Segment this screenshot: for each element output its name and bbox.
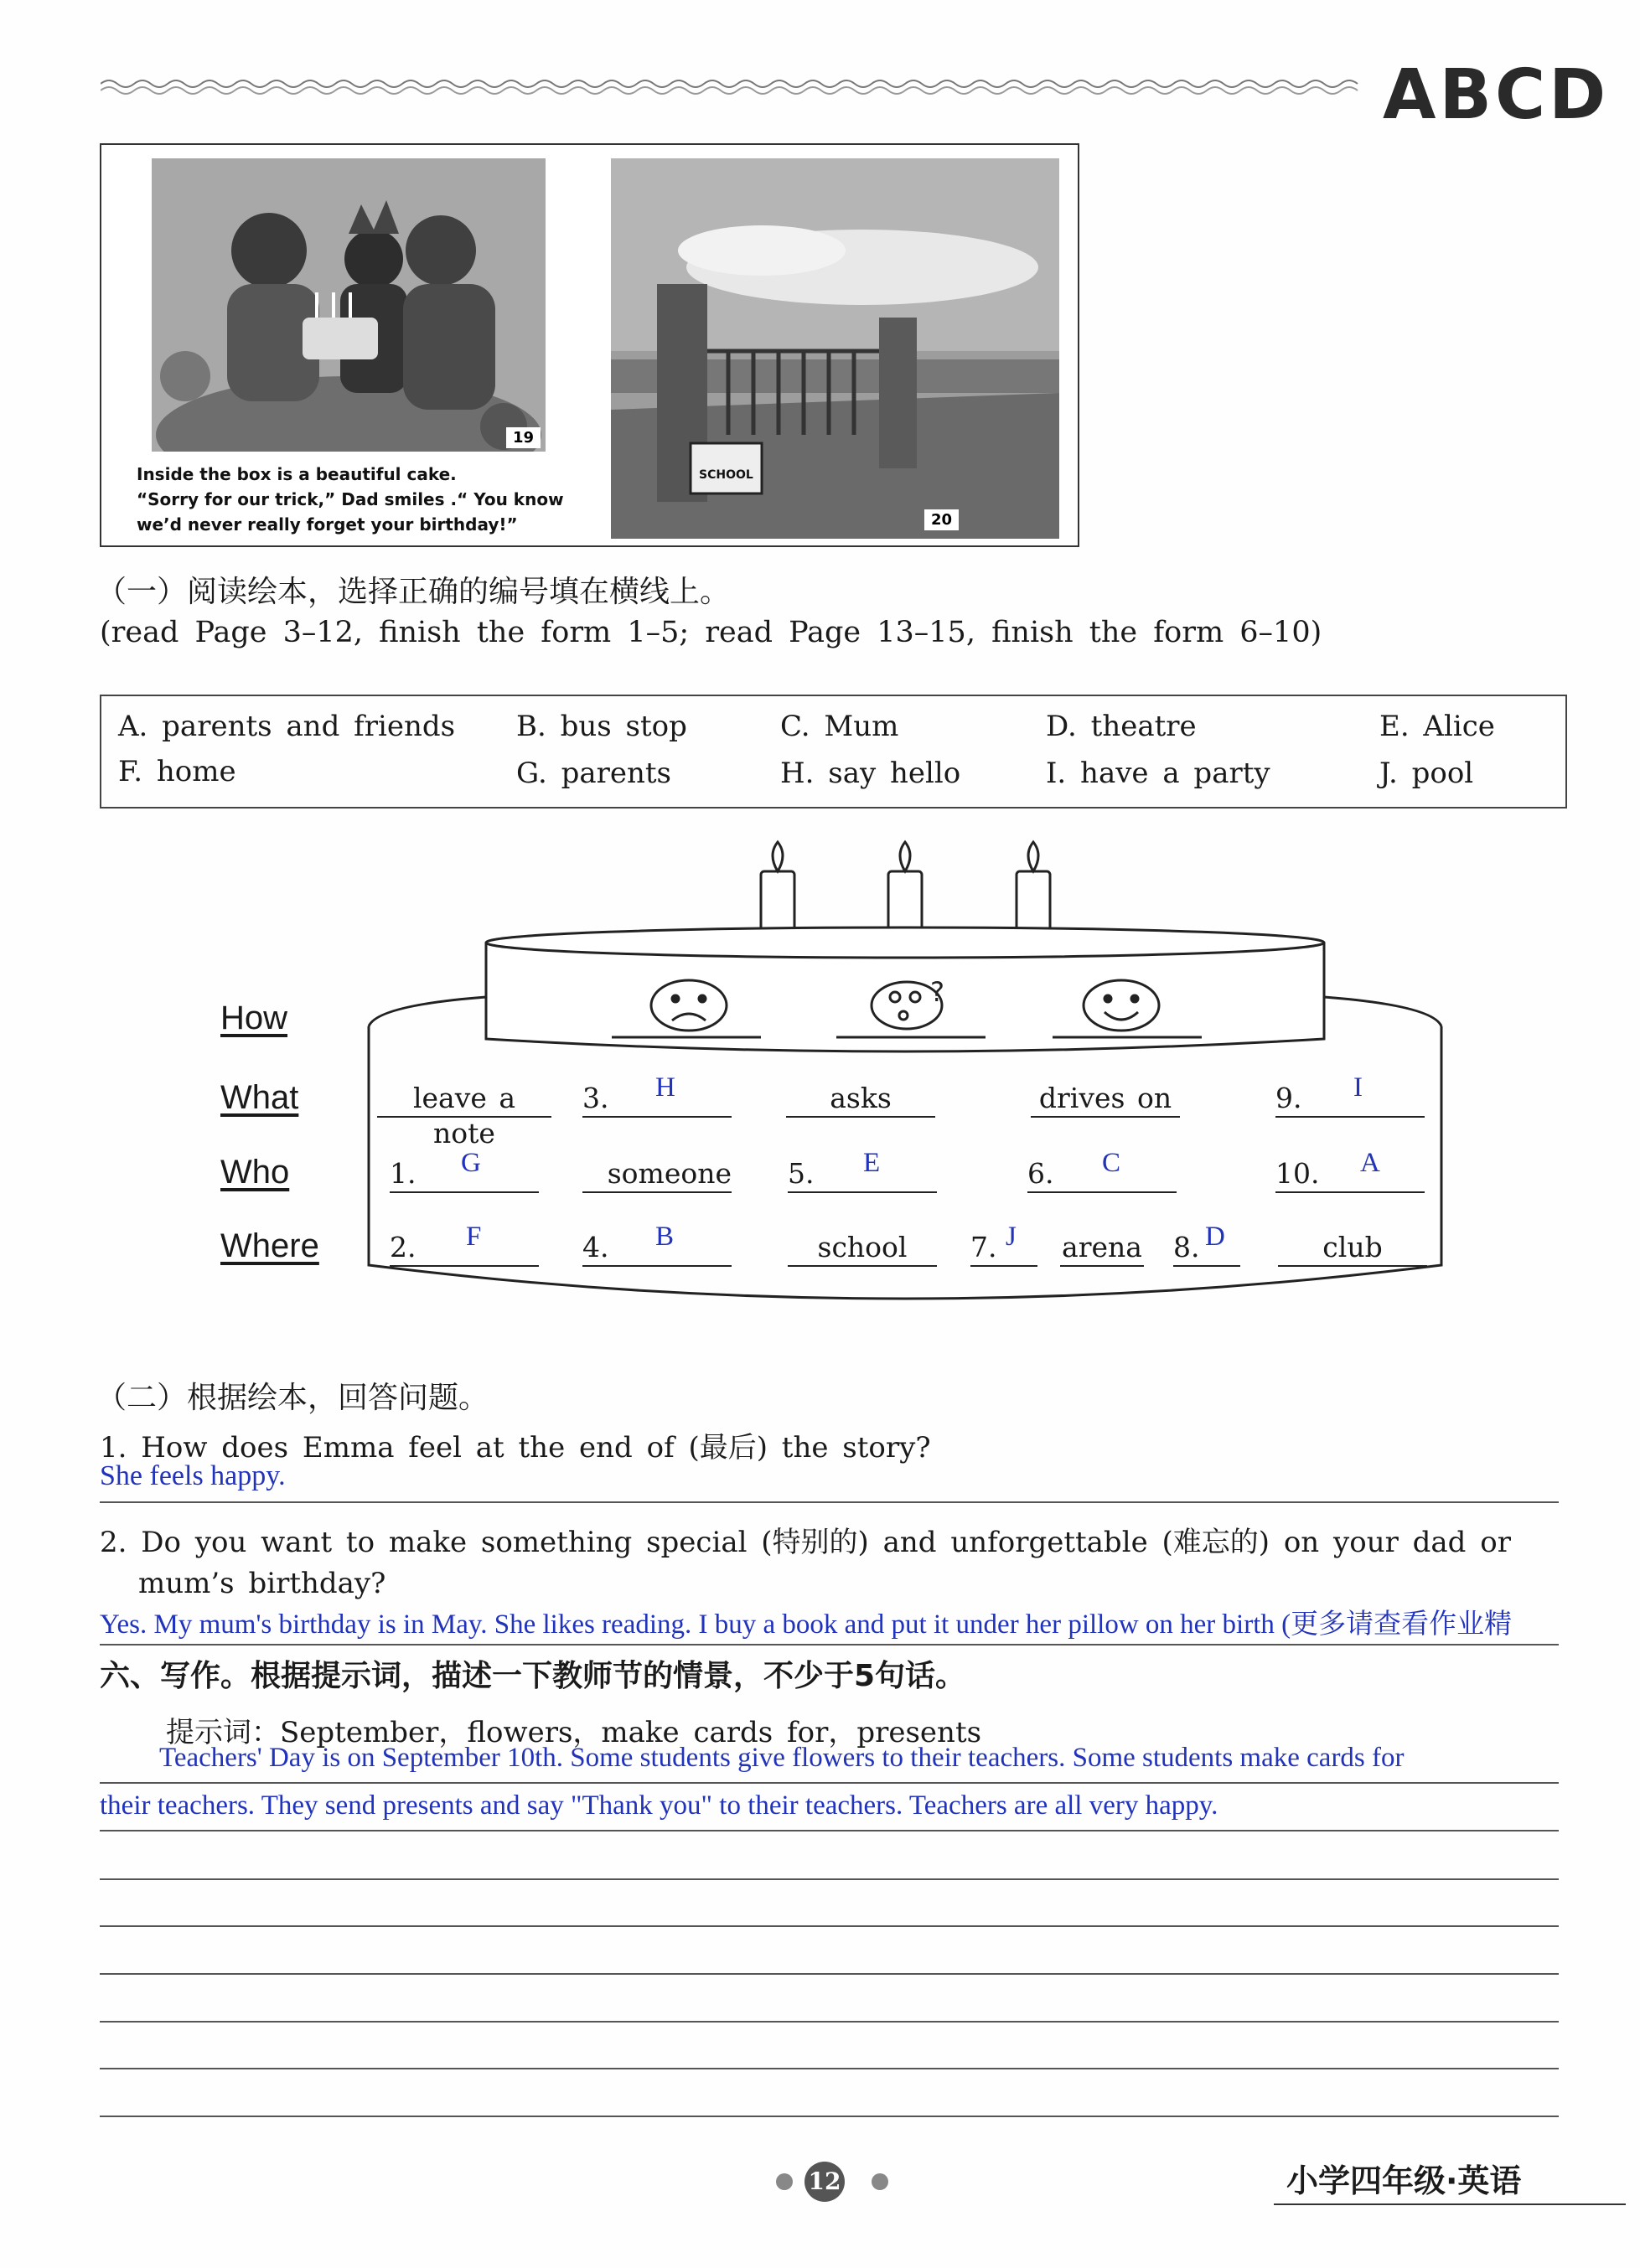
answer-7: J [1006, 1222, 1017, 1252]
where-cell-4[interactable] [970, 1230, 1037, 1267]
cell-text: arena [1062, 1231, 1142, 1263]
writing-line [100, 2116, 1559, 2117]
blank-number: 7. [970, 1231, 997, 1263]
blank-number: 1. [390, 1157, 416, 1190]
essay-line-1[interactable]: Teachers' Day is on September 10th. Some students give flowers to their teachers. Some students make cards for [159, 1743, 1405, 1773]
answer-1: G [461, 1148, 481, 1178]
who-cell-2 [582, 1156, 732, 1193]
page-number: 12 [804, 2162, 845, 2202]
cell-text: asks [830, 1082, 892, 1114]
row-label-who: Who [220, 1154, 290, 1191]
cell-text: leave a note [412, 1082, 516, 1149]
answer-10: A [1360, 1148, 1380, 1178]
row-label-how: How [220, 1000, 288, 1036]
footer-rule [1274, 2203, 1626, 2205]
blank-number: 2. [390, 1231, 416, 1263]
option-j: J. pool [1379, 757, 1474, 790]
answer-line [100, 1501, 1559, 1503]
option-i: I. have a party [1046, 757, 1270, 790]
option-c: C. Mum [780, 710, 899, 743]
answer-8: D [1205, 1222, 1225, 1252]
part1-title: （一）阅读绘本，选择正确的编号填在横线上。 [96, 575, 731, 609]
caption-line: “Sorry for our trick,” Dad smiles .“ You know [137, 489, 564, 509]
part2-title: （二）根据绘本，回答问题。 [96, 1381, 489, 1415]
blank-number: 10. [1275, 1157, 1320, 1190]
panel-20-illustration [611, 158, 1059, 539]
where-cell-5 [1060, 1230, 1144, 1267]
panel-19-caption [137, 462, 564, 537]
row-label-where: Where [220, 1227, 319, 1264]
footer-dot-left [776, 2173, 793, 2190]
writing-line [100, 2021, 1559, 2023]
options-box [100, 695, 1567, 809]
cell-text: drives on [1038, 1082, 1172, 1114]
where-cell-1[interactable] [390, 1230, 539, 1267]
writing-line [100, 2068, 1559, 2069]
answer-4: B [655, 1222, 675, 1252]
option-b: B. bus stop [516, 710, 687, 743]
part1-subtitle: (read Page 3–12, finish the form 1–5; read Page 13–15, finish the form 6–10) [100, 616, 1322, 649]
who-cell-3[interactable] [788, 1156, 937, 1193]
panel-19-number: 19 [506, 427, 541, 448]
option-g: G. parents [516, 757, 671, 790]
caption-line: we’d never really forget your birthday!” [137, 514, 518, 535]
answer-q2[interactable]: Yes. My mum's birthday is in May. She likes reading. I buy a book and put it under her pillow on her birth (更多请查看作业精 [100, 1609, 1513, 1640]
question-2-line1: 2. Do you want to make something special (特别的) and unforgettable (难忘的) on your dad or [100, 1526, 1511, 1559]
answer-5: E [863, 1148, 881, 1178]
writing-line [100, 1830, 1559, 1831]
school-sign: SCHOOL [699, 468, 753, 482]
part6-title: 六、写作。根据提示词，描述一下教师节的情景，不少于5句话。 [100, 1659, 966, 1693]
where-cell-3 [788, 1230, 937, 1267]
where-cell-7 [1278, 1230, 1427, 1267]
what-cell-3 [786, 1081, 935, 1118]
writing-line [100, 1878, 1559, 1880]
option-d: D. theatre [1046, 710, 1197, 743]
panel-20-number: 20 [924, 509, 959, 530]
panel-19-illustration [152, 158, 546, 452]
blank-number: 5. [788, 1157, 815, 1190]
what-cell-4 [1031, 1081, 1180, 1118]
cell-text: club [1322, 1231, 1383, 1263]
book-title: 小学四年级·英语 [1286, 2162, 1522, 2199]
row-label-what: What [220, 1079, 299, 1116]
header-wavy-line [101, 50, 1374, 101]
part6-hint: 提示词：September，flowers，make cards for，presents [166, 1716, 982, 1749]
option-f: F. home [118, 755, 236, 788]
svg-text:?: ? [930, 976, 944, 1008]
answer-3: H [655, 1072, 675, 1103]
answer-6: C [1102, 1148, 1121, 1178]
blank-number: 4. [582, 1231, 609, 1263]
caption-line: Inside the box is a beautiful cake. [137, 464, 457, 484]
answer-q1[interactable]: She feels happy. [100, 1460, 286, 1491]
what-cell-1 [377, 1081, 551, 1149]
answer-line [100, 1644, 1559, 1645]
blank-number: 6. [1027, 1157, 1054, 1190]
comic-strip [100, 143, 1079, 547]
blank-number: 9. [1275, 1082, 1302, 1114]
footer-dot-right [872, 2173, 888, 2190]
header-logo: ABCD [1383, 55, 1610, 135]
cell-text: school [817, 1231, 908, 1263]
option-a: A. parents and friends [118, 710, 456, 743]
option-h: H. say hello [780, 757, 961, 790]
who-cell-5[interactable] [1275, 1156, 1425, 1193]
question-2-line2: mum’s birthday? [138, 1567, 386, 1600]
what-cell-5[interactable] [1275, 1081, 1425, 1118]
question-1: 1. How does Emma feel at the end of (最后) the story? [100, 1431, 931, 1465]
writing-line [100, 1925, 1559, 1927]
answer-9: I [1353, 1072, 1363, 1103]
cell-text: someone [607, 1157, 732, 1190]
blank-number: 8. [1173, 1231, 1200, 1263]
blank-number: 3. [582, 1082, 609, 1114]
writing-line [100, 1782, 1559, 1784]
option-e: E. Alice [1379, 710, 1495, 743]
answer-2: F [466, 1222, 482, 1252]
writing-line [100, 1973, 1559, 1975]
essay-line-2[interactable]: their teachers. They send presents and say "Thank you" to their teachers. Teachers are all very happy. [100, 1790, 1218, 1821]
